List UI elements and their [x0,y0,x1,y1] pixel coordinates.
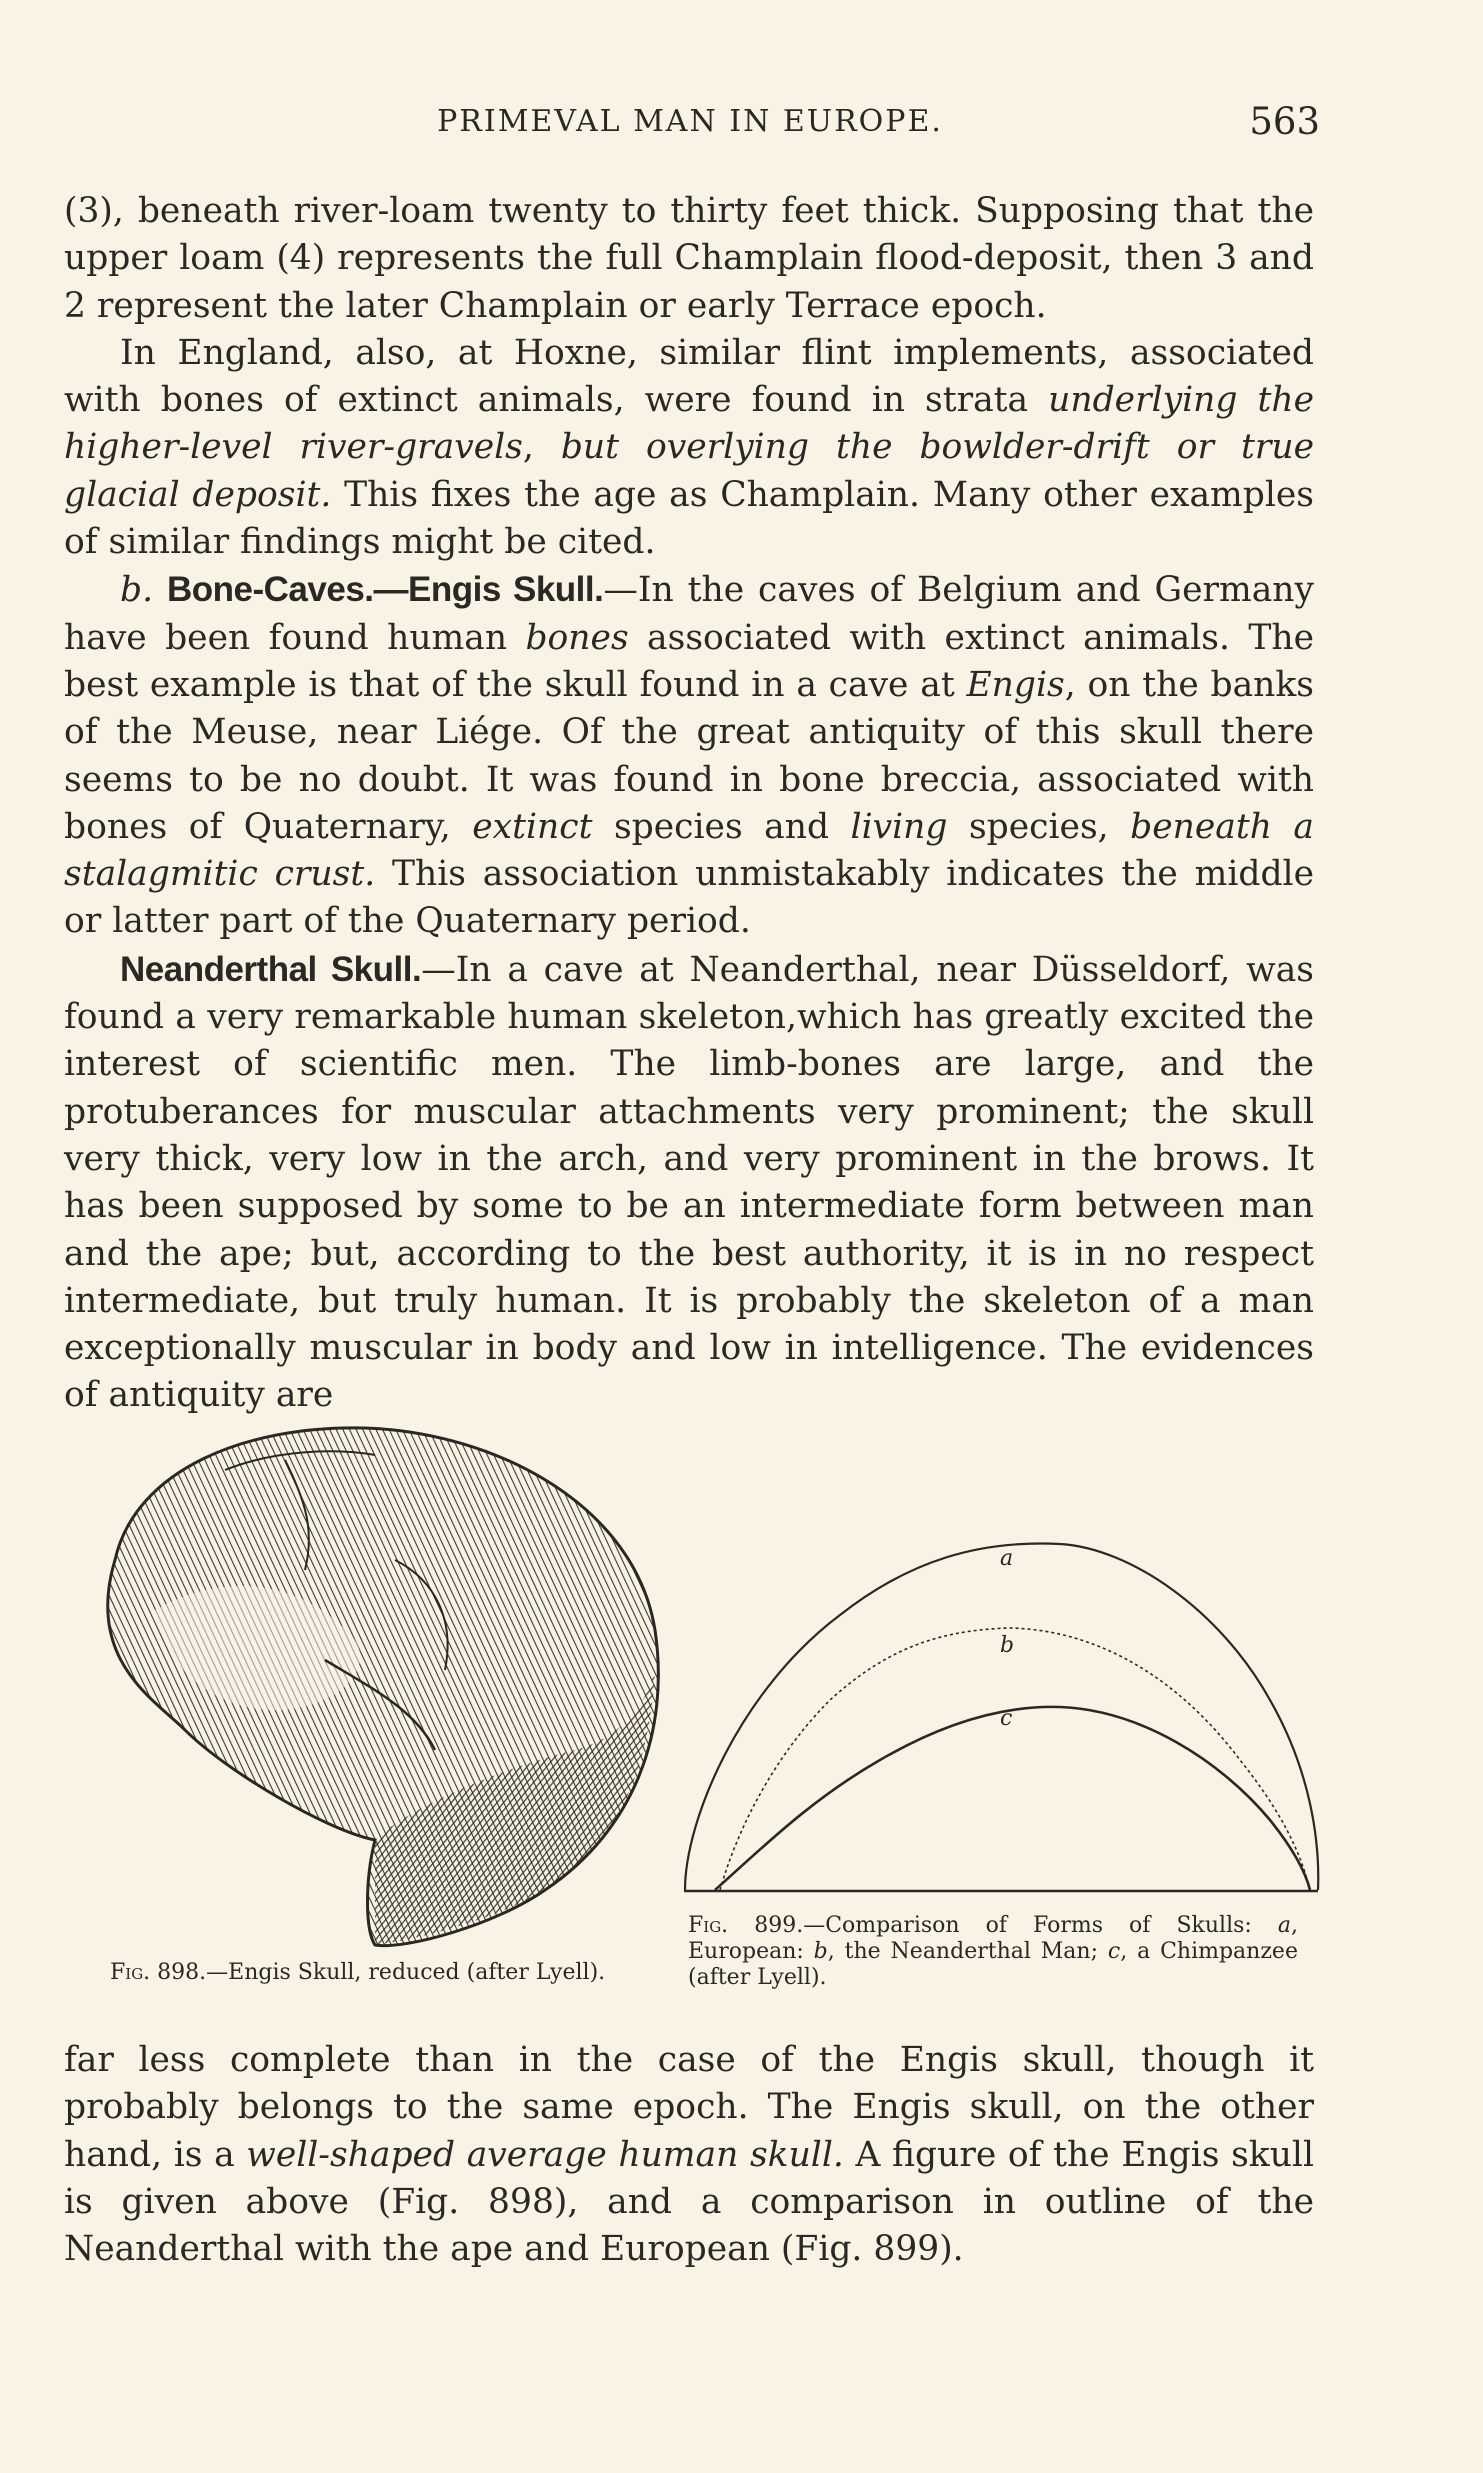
section-label: b. [120,570,154,611]
body-text-bottom [64,2037,1314,2273]
running-title: PRIMEVAL MAN IN EUROPE. [437,104,943,139]
outline-b-neanderthal [720,1628,1310,1890]
figure-898-caption: Fig. 898.—Engis Skull, reduced (after Lyell). [110,1960,606,1985]
section-heading-bone-caves: Bone-Caves.—Engis Skull. [167,570,604,610]
page-number: 563 [1249,100,1320,143]
outline-c-chimpanzee [715,1707,1310,1890]
curve-label-c: c [1000,1706,1013,1731]
page-header [60,100,1320,150]
paragraph-1: (3), beneath river-loam twenty to thirty feet thick. Supposing that the upper loam (4) represents the full Champlain flood-deposit, then 3 and 2 represent the later Champlain or early Terrace epoch. [64,191,1314,326]
figure-898-label: Fig. 898. [110,1960,207,1985]
skull-outline-comparison [680,1520,1320,1895]
paragraph-2: In England, also, at Hoxne, similar flint implements, associated with bones of extinct animals, were found in strata underlying the higher-level river-gravels, but overlying the bowlder-drift or true glacial deposit. This fixes the age as Champlain. Many other examples of similar findings might be cited. [64,332,1314,563]
body-text-top [64,188,1314,1420]
paragraph-bone-caves: b. Bone-Caves.—Engis Skull.—In the caves of Belgium and Germany have been found human bones associated with extinct animals. The best example is that of the skull found in a cave at Engis, on the banks of the Meuse, near Liége. Of the great antiquity of this skull there seems to be no doubt. It was found in bone breccia, associated with bones of Quaternary, extinct species and living species, beneath a stalagmitic crust. This association unmistakably indicates the middle or latter part of the Quaternary period. [64,570,1315,942]
curve-label-b: b [1000,1633,1015,1658]
figure-899-caption: Fig. 899.—Comparison of Forms of Skulls: a, European: b, the Neanderthal Man; c, a Chimpanzee (after Lyell). [688,1913,1298,1990]
paragraph-continued: far less complete than in the case of the Engis skull, though it probably belongs to the same epoch. The Engis skull, on the other hand, is a well-shaped average human skull. A figure of the Engis skull is given above (Fig. 898), and a comparison in outline of the Neanderthal with the ape and European (Fig. 899). [64,2040,1314,2270]
figure-899-label: Fig. 899. [688,1913,804,1938]
curve-label-a: a [1000,1546,1014,1571]
engis-skull-illustration [75,1410,675,1960]
paragraph-neanderthal: Neanderthal Skull.—In a cave at Neanderthal, near Düsseldorf, was found a very remarkable human skeleton,which has greatly excited the interest of scientific men. The limb-bones are large, and the protuberances for muscular attachments very prominent; the skull very thick, very low in the arch, and very prominent in the brows. It has been supposed by some to be an intermediate form between man and the ape; but, according to the best authority, it is in no respect intermediate, but truly human. It is probably the skeleton of a man exceptionally muscular in body and low in intelligence. The evidences of antiquity are [64,949,1314,1416]
section-heading-neanderthal: Neanderthal Skull. [120,949,422,989]
